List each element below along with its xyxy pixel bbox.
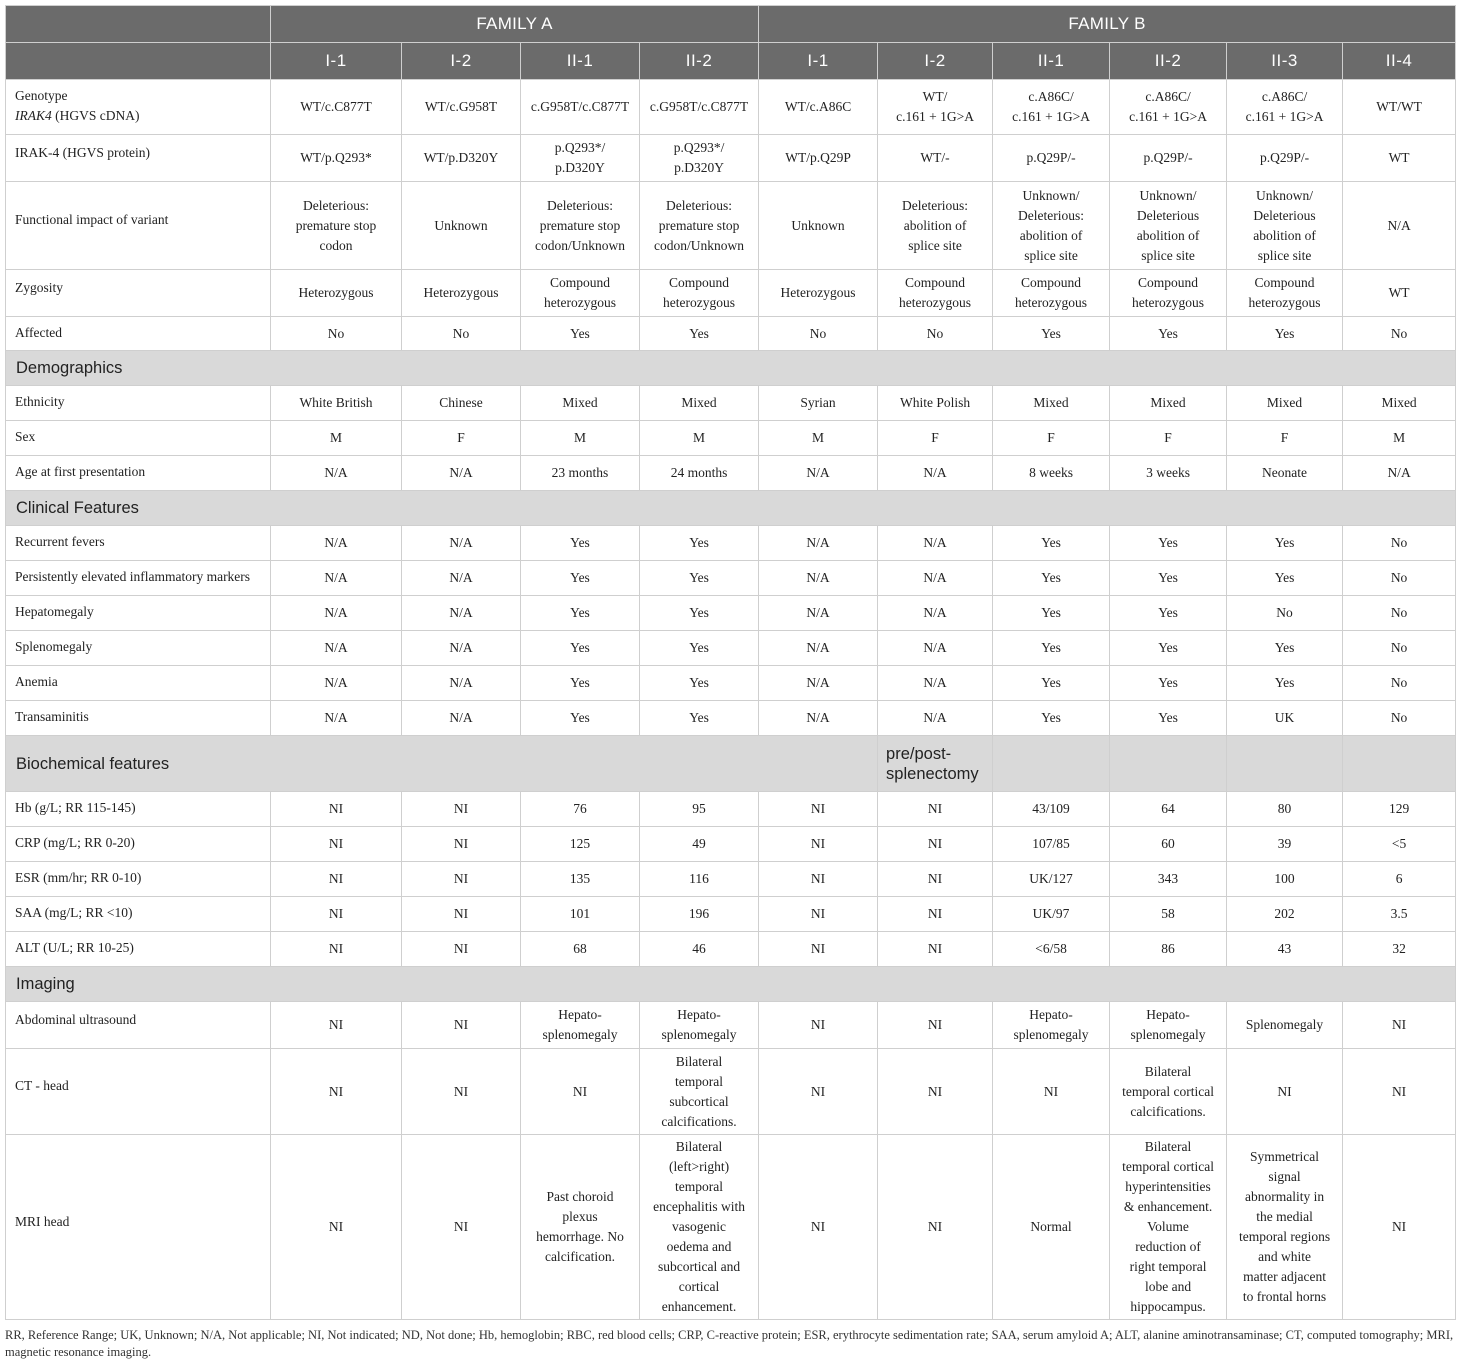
table-cell: Unknown/ Deleterious abolition of splice site [1227, 182, 1343, 270]
table-cell: M [1343, 421, 1456, 456]
table-cell: NI [402, 862, 521, 897]
table-cell: NI [271, 1135, 402, 1320]
table-cell: Yes [521, 631, 640, 666]
table-cell: NI [878, 932, 993, 967]
member-header: II-2 [1110, 43, 1227, 80]
table-cell: N/A [271, 631, 402, 666]
table-cell: F [993, 421, 1110, 456]
table-cell: N/A [878, 701, 993, 736]
table-cell: 39 [1227, 827, 1343, 862]
table-cell: No [878, 317, 993, 351]
row-label: ESR (mm/hr; RR 0-10) [6, 862, 271, 897]
table-cell: N/A [759, 526, 878, 561]
member-header: I-2 [878, 43, 993, 80]
table-cell: N/A [271, 701, 402, 736]
table-cell: 43/109 [993, 792, 1110, 827]
table-cell: Bilateral temporal cortical hyperintensities & enhancement. Volume reduction of right temporal lobe and hippocampus. [1110, 1135, 1227, 1320]
table-cell: N/A [402, 666, 521, 701]
table-cell: Compound heterozygous [1227, 270, 1343, 317]
header-corner-2 [6, 43, 271, 80]
table-cell: N/A [759, 456, 878, 491]
row-label: Splenomegaly [6, 631, 271, 666]
table-cell: UK/97 [993, 897, 1110, 932]
table-cell: Yes [1227, 631, 1343, 666]
table-cell: Yes [1227, 666, 1343, 701]
table-cell: 80 [1227, 792, 1343, 827]
table-cell: Splenomegaly [1227, 1002, 1343, 1049]
table-cell: 116 [640, 862, 759, 897]
member-header: I-2 [402, 43, 521, 80]
section-empty-cell [1227, 736, 1343, 792]
family-a-header: FAMILY A [271, 6, 759, 43]
table-cell: N/A [878, 561, 993, 596]
table-row [6, 80, 1456, 135]
table-cell: WT [1343, 135, 1456, 182]
table-cell: c.A86C/ c.161 + 1G>A [1227, 80, 1343, 135]
table-cell: Unknown/ Deleterious: abolition of splice site [993, 182, 1110, 270]
table-cell: Yes [640, 666, 759, 701]
section-empty-cell [1343, 736, 1456, 792]
table-cell: NI [271, 792, 402, 827]
row-label: Genotype IRAK4 (HGVS cDNA) [6, 80, 271, 135]
table-row [6, 666, 1456, 701]
table-cell: UK [1227, 701, 1343, 736]
table-cell: N/A [878, 456, 993, 491]
table-cell: 24 months [640, 456, 759, 491]
table-row [6, 561, 1456, 596]
table-cell: N/A [878, 526, 993, 561]
table-row [6, 456, 1456, 491]
table-cell: NI [402, 827, 521, 862]
table-cell: c.A86C/ c.161 + 1G>A [1110, 80, 1227, 135]
table-cell: Hepato- splenomegaly [993, 1002, 1110, 1049]
table-cell: 3 weeks [1110, 456, 1227, 491]
table-cell: Compound heterozygous [878, 270, 993, 317]
table-cell: N/A [402, 526, 521, 561]
family-header-row [6, 6, 1456, 43]
row-label: Sex [6, 421, 271, 456]
table-cell: WT/c.G958T [402, 80, 521, 135]
table-cell: Mixed [993, 386, 1110, 421]
table-cell: NI [759, 1002, 878, 1049]
table-cell: N/A [402, 456, 521, 491]
table-cell: 95 [640, 792, 759, 827]
table-cell: Syrian [759, 386, 878, 421]
table-cell: M [271, 421, 402, 456]
row-label: SAA (mg/L; RR <10) [6, 897, 271, 932]
section-row [6, 967, 1456, 1002]
table-cell: Yes [1227, 526, 1343, 561]
table-cell: p.Q29P/- [1227, 135, 1343, 182]
table-cell: No [1343, 666, 1456, 701]
table-cell: N/A [759, 631, 878, 666]
table-cell: NI [759, 792, 878, 827]
table-cell: WT/ c.161 + 1G>A [878, 80, 993, 135]
table-cell: Heterozygous [271, 270, 402, 317]
table-cell: Mixed [1110, 386, 1227, 421]
table-row [6, 596, 1456, 631]
table-cell: White Polish [878, 386, 993, 421]
row-label: Hepatomegaly [6, 596, 271, 631]
table-row [6, 701, 1456, 736]
table-cell: 86 [1110, 932, 1227, 967]
table-cell: NI [402, 792, 521, 827]
table-cell: Yes [993, 317, 1110, 351]
section-row [6, 736, 1456, 792]
table-row [6, 526, 1456, 561]
table-cell: p.Q293*/ p.D320Y [521, 135, 640, 182]
table-cell: <5 [1343, 827, 1456, 862]
table-cell: Yes [1110, 631, 1227, 666]
table-cell: N/A [271, 561, 402, 596]
table-cell: NI [271, 862, 402, 897]
document [5, 5, 1455, 1361]
row-label: IRAK-4 (HGVS protein) [6, 135, 271, 182]
table-cell: NI [521, 1049, 640, 1135]
section-row [6, 491, 1456, 526]
table-cell: WT/p.Q293* [271, 135, 402, 182]
table-cell: Unknown/ Deleterious abolition of splice site [1110, 182, 1227, 270]
table-cell: Yes [640, 596, 759, 631]
table-cell: 202 [1227, 897, 1343, 932]
member-header: II-1 [993, 43, 1110, 80]
table-cell: Mixed [640, 386, 759, 421]
table-cell: WT/p.Q29P [759, 135, 878, 182]
table-cell: <6/58 [993, 932, 1110, 967]
table-cell: 49 [640, 827, 759, 862]
table-cell: Normal [993, 1135, 1110, 1320]
family-b-header: FAMILY B [759, 6, 1456, 43]
section-title: Demographics [6, 351, 1456, 386]
table-cell: White British [271, 386, 402, 421]
table-cell: 6 [1343, 862, 1456, 897]
member-header: II-4 [1343, 43, 1456, 80]
table-cell: 101 [521, 897, 640, 932]
table-cell: p.Q29P/- [993, 135, 1110, 182]
table-cell: Mixed [521, 386, 640, 421]
table-cell: N/A [402, 561, 521, 596]
table-cell: Yes [640, 526, 759, 561]
irak4-table [5, 5, 1456, 1320]
table-cell: WT/c.C877T [271, 80, 402, 135]
table-cell: Yes [1110, 596, 1227, 631]
table-cell: No [1343, 526, 1456, 561]
section-title: Clinical Features [6, 491, 1456, 526]
table-cell: NI [271, 897, 402, 932]
table-cell: 23 months [521, 456, 640, 491]
table-cell: Yes [521, 666, 640, 701]
table-cell: No [1343, 561, 1456, 596]
table-cell: c.G958T/c.C877T [640, 80, 759, 135]
table-cell: NI [878, 1002, 993, 1049]
table-cell: 60 [1110, 827, 1227, 862]
member-header-row [6, 43, 1456, 80]
row-label: Persistently elevated inflammatory markers [6, 561, 271, 596]
table-footnote: RR, Reference Range; UK, Unknown; N/A, Not applicable; NI, Not indicated; ND, Not done; Hb, hemoglobin; RBC, red blood cells; CRP, C-reactive protein; ESR, erythrocyte sedimentation rate; SAA, serum amyloid A; ALT, alanine aminotransaminase; CT, computed tomography; MRI, magnetic resonance imaging. [5, 1328, 1454, 1359]
header-corner [6, 6, 271, 43]
table-cell: Yes [993, 526, 1110, 561]
table-cell: 107/85 [993, 827, 1110, 862]
table-cell: N/A [1343, 456, 1456, 491]
table-cell: NI [759, 1049, 878, 1135]
table-cell: N/A [878, 596, 993, 631]
table-cell: Bilateral (left>right) temporal encephalitis with vasogenic oedema and subcortical and cortical enhancement. [640, 1135, 759, 1320]
table-cell: Yes [640, 631, 759, 666]
table-cell: Unknown [759, 182, 878, 270]
table-cell: No [402, 317, 521, 351]
table-cell: p.Q293*/ p.D320Y [640, 135, 759, 182]
table-cell: 343 [1110, 862, 1227, 897]
table-cell: NI [402, 1135, 521, 1320]
table-cell: N/A [271, 456, 402, 491]
table-cell: 64 [1110, 792, 1227, 827]
table-cell: N/A [402, 596, 521, 631]
table-row [6, 386, 1456, 421]
table-row [6, 135, 1456, 182]
table-cell: NI [759, 1135, 878, 1320]
row-label: Age at first presentation [6, 456, 271, 491]
table-cell: Deleterious: premature stop codon/Unknown [521, 182, 640, 270]
table-cell: Deleterious: premature stop codon [271, 182, 402, 270]
row-label: Transaminitis [6, 701, 271, 736]
table-cell: NI [759, 897, 878, 932]
table-cell: No [1343, 631, 1456, 666]
table-cell: F [1110, 421, 1227, 456]
table-cell: 76 [521, 792, 640, 827]
table-cell: F [1227, 421, 1343, 456]
table-cell: NI [878, 862, 993, 897]
row-label: Ethnicity [6, 386, 271, 421]
table-cell: N/A [759, 561, 878, 596]
table-cell: Compound heterozygous [640, 270, 759, 317]
table-cell: No [1343, 317, 1456, 351]
table-row [6, 827, 1456, 862]
table-cell: NI [993, 1049, 1110, 1135]
table-cell: N/A [878, 631, 993, 666]
table-cell: No [759, 317, 878, 351]
table-cell: NI [402, 932, 521, 967]
row-label: MRI head [6, 1135, 271, 1320]
table-cell: NI [271, 1002, 402, 1049]
table-cell: Bilateral temporal cortical calcifications. [1110, 1049, 1227, 1135]
table-cell: M [759, 421, 878, 456]
table-cell: N/A [402, 701, 521, 736]
table-cell: Yes [993, 666, 1110, 701]
table-cell: No [1343, 701, 1456, 736]
table-row [6, 932, 1456, 967]
table-cell: Yes [1227, 561, 1343, 596]
table-cell: Yes [1110, 561, 1227, 596]
section-note: pre/post- splenectomy [878, 736, 993, 792]
table-cell: Past choroid plexus hemorrhage. No calcification. [521, 1135, 640, 1320]
table-cell: Yes [521, 317, 640, 351]
table-cell: NI [878, 1135, 993, 1320]
table-cell: 100 [1227, 862, 1343, 897]
table-cell: Compound heterozygous [1110, 270, 1227, 317]
table-cell: NI [878, 827, 993, 862]
table-row [6, 182, 1456, 270]
table-cell: Mixed [1343, 386, 1456, 421]
table-cell: NI [878, 1049, 993, 1135]
table-cell: NI [271, 932, 402, 967]
table-row [6, 317, 1456, 351]
member-header: I-1 [759, 43, 878, 80]
table-cell: 135 [521, 862, 640, 897]
table-cell: N/A [271, 666, 402, 701]
table-cell: M [521, 421, 640, 456]
row-label: Recurrent fevers [6, 526, 271, 561]
row-label: Affected [6, 317, 271, 351]
table-cell: M [640, 421, 759, 456]
table-cell: 8 weeks [993, 456, 1110, 491]
table-cell: Heterozygous [402, 270, 521, 317]
table-cell: WT/WT [1343, 80, 1456, 135]
table-row [6, 792, 1456, 827]
table-cell: NI [402, 897, 521, 932]
section-title: Biochemical features [6, 736, 878, 792]
table-cell: N/A [759, 596, 878, 631]
table-cell: NI [759, 827, 878, 862]
table-cell: Unknown [402, 182, 521, 270]
table-cell: No [271, 317, 402, 351]
table-cell: Mixed [1227, 386, 1343, 421]
table-cell: Compound heterozygous [993, 270, 1110, 317]
table-cell: Hepato- splenomegaly [521, 1002, 640, 1049]
table-cell: NI [1343, 1002, 1456, 1049]
table-cell: NI [759, 932, 878, 967]
table-cell: N/A [759, 701, 878, 736]
table-row [6, 1135, 1456, 1320]
table-cell: UK/127 [993, 862, 1110, 897]
table-cell: NI [1343, 1135, 1456, 1320]
table-cell: Hepato- splenomegaly [1110, 1002, 1227, 1049]
table-cell: NI [1343, 1049, 1456, 1135]
table-body [6, 80, 1456, 1320]
table-cell: N/A [878, 666, 993, 701]
table-cell: WT [1343, 270, 1456, 317]
table-cell: Yes [993, 631, 1110, 666]
table-cell: Hepato- splenomegaly [640, 1002, 759, 1049]
member-header: II-2 [640, 43, 759, 80]
table-cell: Yes [640, 701, 759, 736]
table-cell: NI [402, 1002, 521, 1049]
table-cell: 43 [1227, 932, 1343, 967]
section-row [6, 351, 1456, 386]
section-empty-cell [1110, 736, 1227, 792]
table-cell: Chinese [402, 386, 521, 421]
table-cell: NI [878, 792, 993, 827]
table-cell: 3.5 [1343, 897, 1456, 932]
table-cell: 46 [640, 932, 759, 967]
table-cell: Yes [993, 596, 1110, 631]
row-label: CT - head [6, 1049, 271, 1135]
table-cell: NI [271, 1049, 402, 1135]
table-cell: Yes [640, 561, 759, 596]
table-cell: N/A [402, 631, 521, 666]
table-cell: p.Q29P/- [1110, 135, 1227, 182]
table-cell: 58 [1110, 897, 1227, 932]
member-header: II-1 [521, 43, 640, 80]
table-cell: Neonate [1227, 456, 1343, 491]
table-cell: Yes [993, 561, 1110, 596]
table-row [6, 421, 1456, 456]
table-cell: 125 [521, 827, 640, 862]
table-cell: Yes [521, 526, 640, 561]
table-cell: Compound heterozygous [521, 270, 640, 317]
table-cell: Heterozygous [759, 270, 878, 317]
table-row [6, 897, 1456, 932]
table-cell: Yes [993, 701, 1110, 736]
table-cell: WT/c.A86C [759, 80, 878, 135]
table-cell: Deleterious: premature stop codon/Unknown [640, 182, 759, 270]
table-cell: WT/p.D320Y [402, 135, 521, 182]
section-empty-cell [993, 736, 1110, 792]
row-label: Abdominal ultrasound [6, 1002, 271, 1049]
table-cell: NI [759, 862, 878, 897]
table-row [6, 270, 1456, 317]
table-cell: F [402, 421, 521, 456]
table-cell: Symmetrical signal abnormality in the medial temporal regions and white matter adjacent to frontal horns [1227, 1135, 1343, 1320]
table-cell: Yes [521, 596, 640, 631]
section-title: Imaging [6, 967, 1456, 1002]
table-cell: Yes [521, 561, 640, 596]
table-cell: c.G958T/c.C877T [521, 80, 640, 135]
table-row [6, 1002, 1456, 1049]
table-cell: WT/- [878, 135, 993, 182]
table-cell: Yes [1110, 666, 1227, 701]
member-header: II-3 [1227, 43, 1343, 80]
table-cell: NI [878, 897, 993, 932]
table-cell: Yes [1110, 526, 1227, 561]
table-cell: F [878, 421, 993, 456]
table-cell: Yes [640, 317, 759, 351]
row-label: Anemia [6, 666, 271, 701]
table-cell: Yes [1110, 701, 1227, 736]
table-cell: NI [1227, 1049, 1343, 1135]
table-cell: 68 [521, 932, 640, 967]
table-cell: N/A [759, 666, 878, 701]
table-cell: 196 [640, 897, 759, 932]
table-cell: NI [271, 827, 402, 862]
table-cell: c.A86C/ c.161 + 1G>A [993, 80, 1110, 135]
table-cell: NI [402, 1049, 521, 1135]
table-cell: Yes [521, 701, 640, 736]
table-cell: Yes [1110, 317, 1227, 351]
table-row [6, 862, 1456, 897]
table-row [6, 1049, 1456, 1135]
row-label: Hb (g/L; RR 115-145) [6, 792, 271, 827]
row-label: Functional impact of variant [6, 182, 271, 270]
table-cell: Yes [1227, 317, 1343, 351]
table-row [6, 631, 1456, 666]
table-cell: N/A [271, 526, 402, 561]
row-label: Zygosity [6, 270, 271, 317]
table-cell: No [1227, 596, 1343, 631]
table-cell: N/A [1343, 182, 1456, 270]
table-cell: Bilateral temporal subcortical calcifications. [640, 1049, 759, 1135]
table-cell: No [1343, 596, 1456, 631]
row-label: ALT (U/L; RR 10-25) [6, 932, 271, 967]
member-header: I-1 [271, 43, 402, 80]
table-cell: 129 [1343, 792, 1456, 827]
table-cell: 32 [1343, 932, 1456, 967]
row-label: CRP (mg/L; RR 0-20) [6, 827, 271, 862]
table-cell: N/A [271, 596, 402, 631]
table-cell: Deleterious: abolition of splice site [878, 182, 993, 270]
